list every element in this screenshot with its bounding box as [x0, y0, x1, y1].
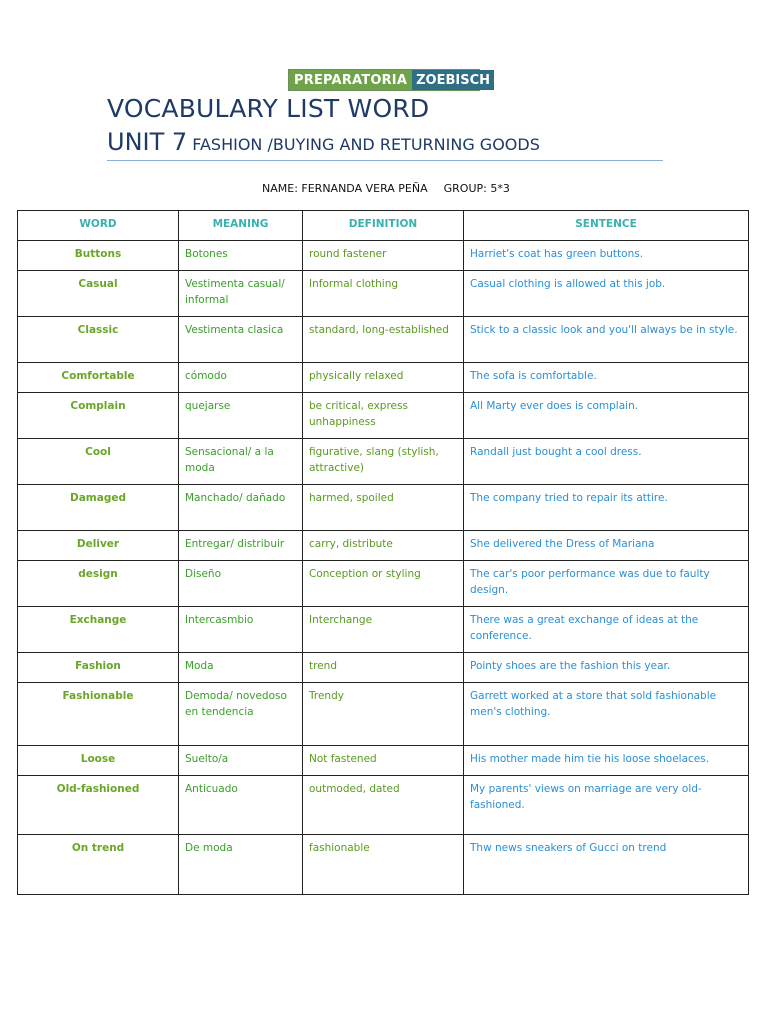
- table-row: [18, 683, 749, 746]
- school-logo: [288, 69, 490, 91]
- cell-sentence: All Marty ever does is complain.: [464, 393, 749, 439]
- unit-subtitle: FASHION /BUYING AND RETURNING GOODS: [192, 135, 540, 154]
- cell-definition: Not fastened: [303, 746, 464, 776]
- header-sentence: SENTENCE: [464, 211, 749, 241]
- cell-definition: carry, distribute: [303, 531, 464, 561]
- student-name: NAME: FERNANDA VERA PEÑA: [262, 182, 428, 195]
- cell-meaning: Diseño: [179, 561, 303, 607]
- header-meaning: MEANING: [179, 211, 303, 241]
- student-info: [262, 182, 510, 195]
- cell-sentence: The company tried to repair its attire.: [464, 485, 749, 531]
- cell-definition: figurative, slang (stylish, attractive): [303, 439, 464, 485]
- table-row: [18, 561, 749, 607]
- table-row: [18, 607, 749, 653]
- table-row: [18, 653, 749, 683]
- cell-meaning: Botones: [179, 241, 303, 271]
- cell-definition: Trendy: [303, 683, 464, 746]
- cell-word: Casual: [18, 271, 179, 317]
- cell-sentence: My parents' views on marriage are very old-fashioned.: [464, 776, 749, 835]
- cell-sentence: Randall just bought a cool dress.: [464, 439, 749, 485]
- table-row: [18, 439, 749, 485]
- cell-word: Deliver: [18, 531, 179, 561]
- table-row: [18, 393, 749, 439]
- table-row: [18, 241, 749, 271]
- cell-sentence: Garrett worked at a store that sold fashionable men's clothing.: [464, 683, 749, 746]
- cell-meaning: Intercasmbio: [179, 607, 303, 653]
- cell-sentence: The sofa is comfortable.: [464, 363, 749, 393]
- document-title: VOCABULARY LIST WORD: [107, 94, 430, 123]
- cell-definition: outmoded, dated: [303, 776, 464, 835]
- cell-sentence: Thw news sneakers of Gucci on trend: [464, 835, 749, 895]
- cell-word: Classic: [18, 317, 179, 363]
- cell-sentence: Harriet's coat has green buttons.: [464, 241, 749, 271]
- cell-word: Old-fashioned: [18, 776, 179, 835]
- cell-sentence: The car's poor performance was due to faulty design.: [464, 561, 749, 607]
- header-definition: DEFINITION: [303, 211, 464, 241]
- table-row: [18, 363, 749, 393]
- cell-sentence: Pointy shoes are the fashion this year.: [464, 653, 749, 683]
- table-row: [18, 317, 749, 363]
- table-row: [18, 271, 749, 317]
- table-row: [18, 485, 749, 531]
- cell-definition: Interchange: [303, 607, 464, 653]
- cell-word: Buttons: [18, 241, 179, 271]
- cell-word: Damaged: [18, 485, 179, 531]
- unit-label: UNIT 7: [107, 128, 188, 156]
- cell-sentence: There was a great exchange of ideas at the conference.: [464, 607, 749, 653]
- cell-word: Fashionable: [18, 683, 179, 746]
- cell-word: Loose: [18, 746, 179, 776]
- cell-meaning: Anticuado: [179, 776, 303, 835]
- table-row: [18, 746, 749, 776]
- cell-meaning: Vestimenta casual/ informal: [179, 271, 303, 317]
- cell-definition: Informal clothing: [303, 271, 464, 317]
- table-row: [18, 531, 749, 561]
- cell-definition: round fastener: [303, 241, 464, 271]
- cell-sentence: His mother made him tie his loose shoelaces.: [464, 746, 749, 776]
- cell-word: Complain: [18, 393, 179, 439]
- cell-meaning: Manchado/ dañado: [179, 485, 303, 531]
- cell-meaning: cómodo: [179, 363, 303, 393]
- table-row: [18, 776, 749, 835]
- title-divider: [107, 160, 663, 161]
- cell-definition: physically relaxed: [303, 363, 464, 393]
- cell-sentence: She delivered the Dress of Mariana: [464, 531, 749, 561]
- logo-part-preparatoria: PREPARATORIA: [289, 70, 412, 90]
- cell-definition: Conception or styling: [303, 561, 464, 607]
- cell-meaning: Entregar/ distribuir: [179, 531, 303, 561]
- cell-meaning: quejarse: [179, 393, 303, 439]
- header-word: WORD: [18, 211, 179, 241]
- cell-definition: harmed, spoiled: [303, 485, 464, 531]
- cell-word: design: [18, 561, 179, 607]
- cell-word: On trend: [18, 835, 179, 895]
- cell-meaning: De moda: [179, 835, 303, 895]
- cell-word: Fashion: [18, 653, 179, 683]
- cell-definition: fashionable: [303, 835, 464, 895]
- table-header-row: [18, 211, 749, 241]
- cell-word: Cool: [18, 439, 179, 485]
- cell-meaning: Demoda/ novedoso en tendencia: [179, 683, 303, 746]
- table-row: [18, 835, 749, 895]
- student-group: GROUP: 5*3: [443, 182, 510, 195]
- cell-definition: standard, long-established: [303, 317, 464, 363]
- cell-sentence: Stick to a classic look and you'll always be in style.: [464, 317, 749, 363]
- cell-word: Comfortable: [18, 363, 179, 393]
- vocabulary-table: [17, 210, 749, 895]
- cell-meaning: Suelto/a: [179, 746, 303, 776]
- unit-heading: [107, 128, 540, 156]
- cell-meaning: Vestimenta clasica: [179, 317, 303, 363]
- cell-word: Exchange: [18, 607, 179, 653]
- cell-meaning: Moda: [179, 653, 303, 683]
- logo-part-zoebisch: ZOEBISCH: [412, 70, 494, 90]
- cell-sentence: Casual clothing is allowed at this job.: [464, 271, 749, 317]
- cell-meaning: Sensacional/ a la moda: [179, 439, 303, 485]
- cell-definition: be critical, express unhappiness: [303, 393, 464, 439]
- cell-definition: trend: [303, 653, 464, 683]
